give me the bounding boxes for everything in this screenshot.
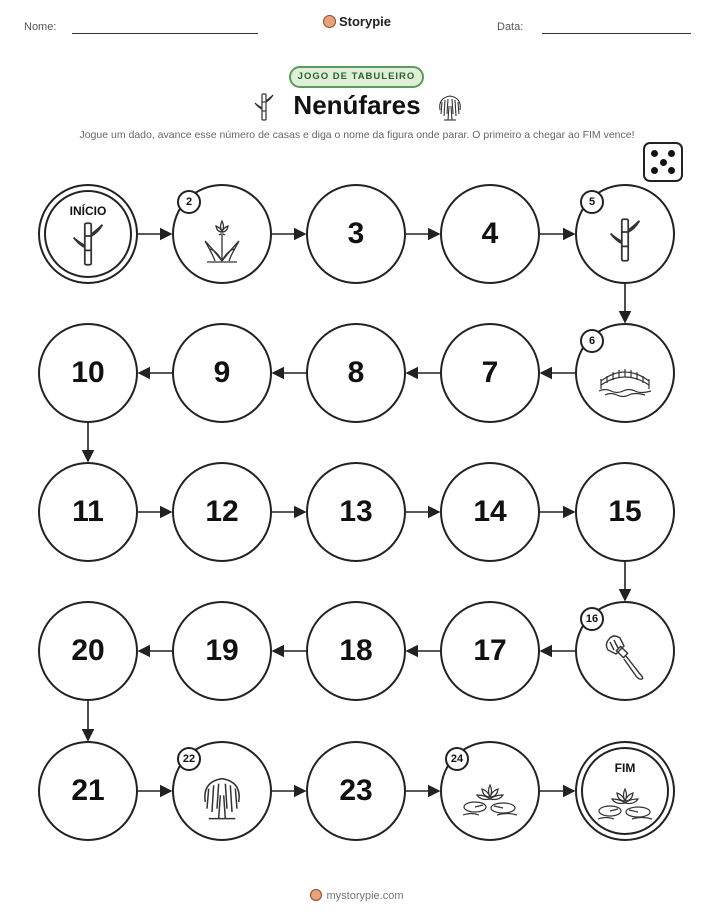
- space-number: 10: [71, 356, 105, 389]
- space-number-badge: 6: [580, 329, 604, 353]
- bamboo-icon: [605, 216, 645, 269]
- space-number: 8: [347, 356, 365, 389]
- space-number-badge: 5: [580, 190, 604, 214]
- start-label: INÍCIO: [69, 204, 107, 218]
- board-space-17: [440, 601, 540, 701]
- space-number: 11: [72, 495, 104, 528]
- space-number: 12: [205, 495, 239, 528]
- board-space-2: [172, 184, 272, 284]
- water-lily-icon: [461, 777, 519, 822]
- game-type-badge: JOGO DE TABULEIRO: [289, 66, 424, 88]
- board-space-22: [172, 741, 272, 841]
- space-number: 3: [347, 217, 365, 250]
- bridge-icon: [597, 361, 653, 402]
- space-number: 19: [205, 634, 239, 667]
- space-number: 7: [481, 356, 499, 389]
- board-space-16: [575, 601, 675, 701]
- space-number-badge: 2: [177, 190, 201, 214]
- space-number: 20: [71, 634, 105, 667]
- space-number: 21: [71, 774, 105, 807]
- instructions: Jogue um dado, avance esse número de casas e diga o nome da figura onde parar. O primeiro a chegar ao FIM vence!: [79, 129, 635, 141]
- board-space-18: [306, 601, 406, 701]
- start-space: [38, 184, 138, 284]
- board-space-4: [440, 184, 540, 284]
- board-space-5: [575, 184, 675, 284]
- board-space-11: [38, 462, 138, 562]
- flower-icon: [199, 215, 245, 270]
- space-number-badge: 22: [177, 747, 201, 771]
- board-space-6: [575, 323, 675, 423]
- board-space-13: [306, 462, 406, 562]
- space-number: 4: [481, 217, 499, 250]
- date-label: Data:: [497, 21, 524, 33]
- willow-tree-icon: [193, 772, 251, 827]
- footer: [0, 889, 714, 902]
- board-space-14: [440, 462, 540, 562]
- board-space-8: [306, 323, 406, 423]
- board-space-23: [306, 741, 406, 841]
- board-space-15: [575, 462, 675, 562]
- storypie-logo-icon: [310, 889, 322, 901]
- bamboo-icon: [68, 220, 108, 273]
- board-space-7: [440, 323, 540, 423]
- space-number: 17: [473, 634, 507, 667]
- name-label: Nome:: [24, 21, 57, 33]
- board-space-3: [306, 184, 406, 284]
- board-space-12: [172, 462, 272, 562]
- space-number: 9: [213, 356, 231, 389]
- space-number: 23: [339, 774, 373, 807]
- end-space: [575, 741, 675, 841]
- board-space-9: [172, 323, 272, 423]
- space-number-badge: 16: [580, 607, 604, 631]
- space-number: 18: [339, 634, 373, 667]
- water-lily-icon: [596, 781, 654, 826]
- board-space-24: [440, 741, 540, 841]
- board-space-21: [38, 741, 138, 841]
- brand-text: Storypie: [338, 14, 391, 29]
- board-space-20: [38, 601, 138, 701]
- board-space-10: [38, 323, 138, 423]
- space-number: 13: [339, 495, 373, 528]
- footer-url[interactable]: mystorypie.com: [326, 890, 404, 902]
- space-number: 14: [473, 495, 507, 528]
- space-number: 15: [608, 495, 642, 528]
- paintbrush-icon: [602, 632, 648, 687]
- end-label: FIM: [614, 761, 636, 775]
- space-number-badge: 24: [445, 747, 469, 771]
- board-space-19: [172, 601, 272, 701]
- page-title: Nenúfares: [293, 90, 421, 120]
